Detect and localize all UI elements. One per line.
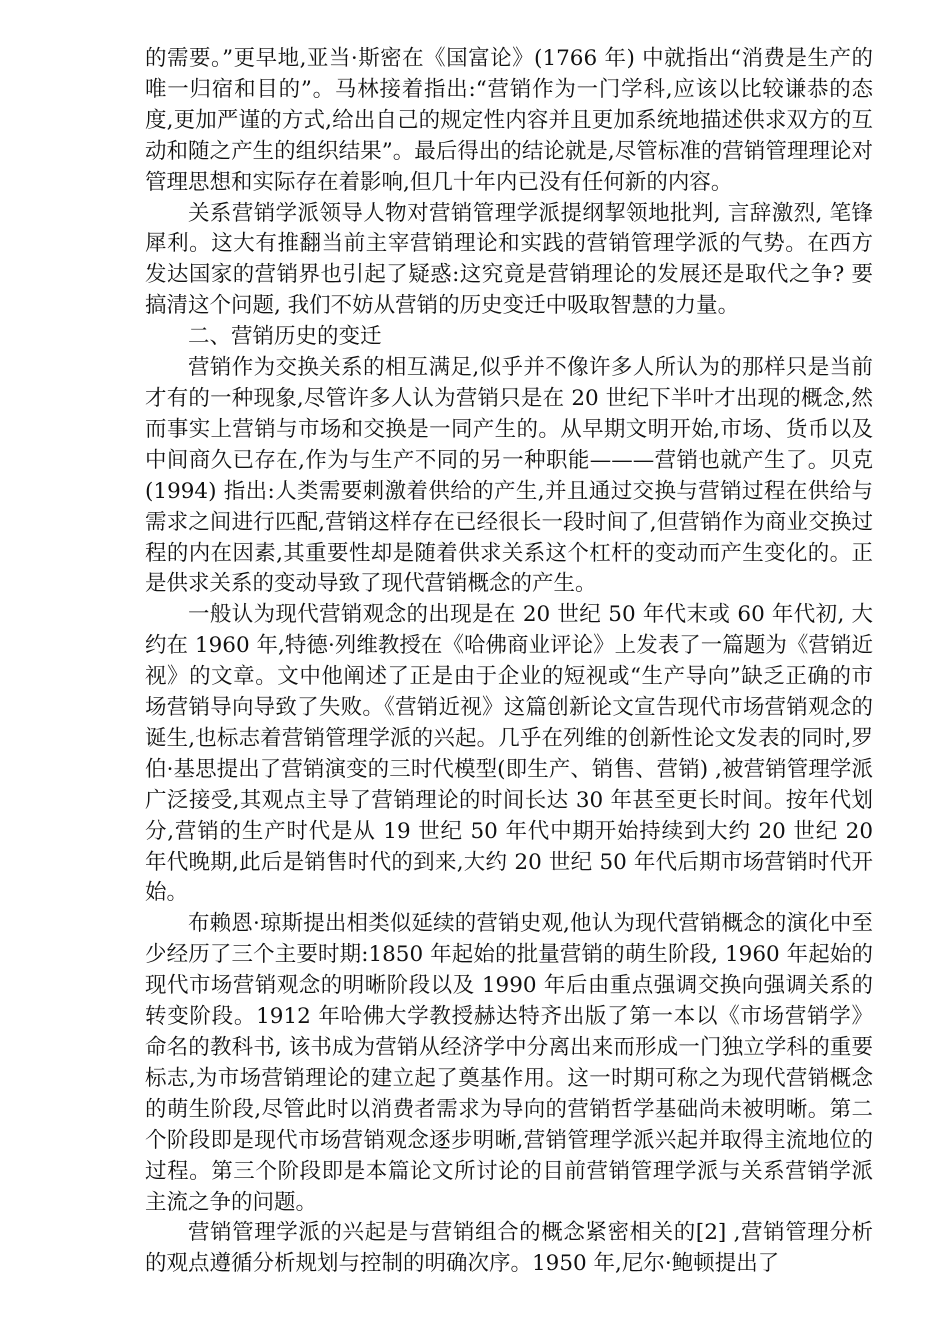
paragraph-modern-concept: 一般认为现代营销观念的出现是在 20 世纪 50 年代末或 60 年代初, 大约在 1960 年,特德·列维教授在《哈佛商业评论》上发表了一篇题为《营销近视》的文章。文中他阐述了正是由于企业的短视或“生产导向”缺乏正确的市场营销导向导致了失败。《营销近视》这篇创新论文宣告现代市场营销观念的诞生,也标志着营销管理学派的兴起。几乎在列维的创新性论文发表的同时,罗伯·基思提出了营销演变的三时代模型(即生产、销售、营销) ,被营销管理学派广泛接受,其观点主导了营销理论的时间长达 30 年甚至更长时间。按年代划分,营销的生产时代是从 19 世纪 50 年代中期开始持续到大约 20 世纪 20 年代晚期,此后是销售时代的到来,大约 20 世纪 50 年代后期市场营销时代开始。 xyxy=(145,602,873,906)
paragraph-relationship-critique: 关系营销学派领导人物对营销管理学派提纲挈领地批判, 言辞激烈, 笔锋犀利。这大有推翻当前主宰营销理论和实践的营销管理学派的气势。在西方发达国家的营销界也引起了疑惑:这究竟是营销理论的发展还是取代之争? 要搞清这个问题, 我们不妨从营销的历史变迁中吸取智慧的力量。 xyxy=(145,200,873,319)
document-body xyxy=(145,44,873,1280)
paragraph-continuation: 的需要。”更早地,亚当·斯密在《国富论》(1766 年) 中就指出“消费是生产的唯一归宿和目的”。马林接着指出:“营销作为一门学科,应该以比较谦恭的态度,更加严谨的方式,给出自己的规定性内容并且更加系统地描述供求双方的互动和随之产生的组织结果”。最后得出的结论就是,尽管标准的营销管理理论对管理思想和实际存在着影响,但几十年内已没有任何新的内容。 xyxy=(145,46,873,195)
paragraph-three-periods: 布赖恩·琼斯提出相类似延续的营销史观,他认为现代营销概念的演化中至少经历了三个主要时期:1850 年起始的批量营销的萌生阶段, 1960 年起始的现代市场营销观念的明晰阶段以及 1990 年后由重点强调交换向强调关系的转变阶段。1912 年哈佛大学教授赫达特齐出版了第一本以《市场营销学》命名的教科书, 该书成为营销从经济学中分离出来而形成一门独立学科的重要标志,为市场营销理论的建立起了奠基作用。这一时期可称之为现代营销概念的萌生阶段,尽管此时以消费者需求为导向的营销哲学基础尚未被明晰。第二个阶段即是现代市场营销观念逐步明晰,营销管理学派兴起并取得主流地位的过程。第三个阶段即是本篇论文所讨论的目前营销管理学派与关系营销学派主流之争的问题。 xyxy=(145,911,873,1215)
paragraph-marketing-mix: 营销管理学派的兴起是与营销组合的概念紧密相关的[2] ,营销管理分析的观点遵循分析规划与控制的明确次序。1950 年,尼尔·鲍顿提出了 xyxy=(145,1220,873,1277)
section-heading: 二、营销历史的变迁 xyxy=(188,324,382,350)
paragraph-marketing-origins: 营销作为交换关系的相互满足,似乎并不像许多人所认为的那样只是当前才有的一种现象,尽管许多人认为营销只是在 20 世纪下半叶才出现的概念,然而事实上营销与市场和交换是一同产生的。从早期文明开始,市场、货币以及中间商久已存在,作为与生产不同的另一种职能———营销也就产生了。贝克(1994) 指出:人类需要刺激着供给的产生,并且通过交换与营销过程在供给与需求之间进行匹配,营销这样存在已经很长一段时间了,但营销作为商业交换过程的内在因素,其重要性却是随着供求关系这个杠杆的变动而产生变化的。正是供求关系的变动导致了现代营销概念的产生。 xyxy=(145,355,873,597)
